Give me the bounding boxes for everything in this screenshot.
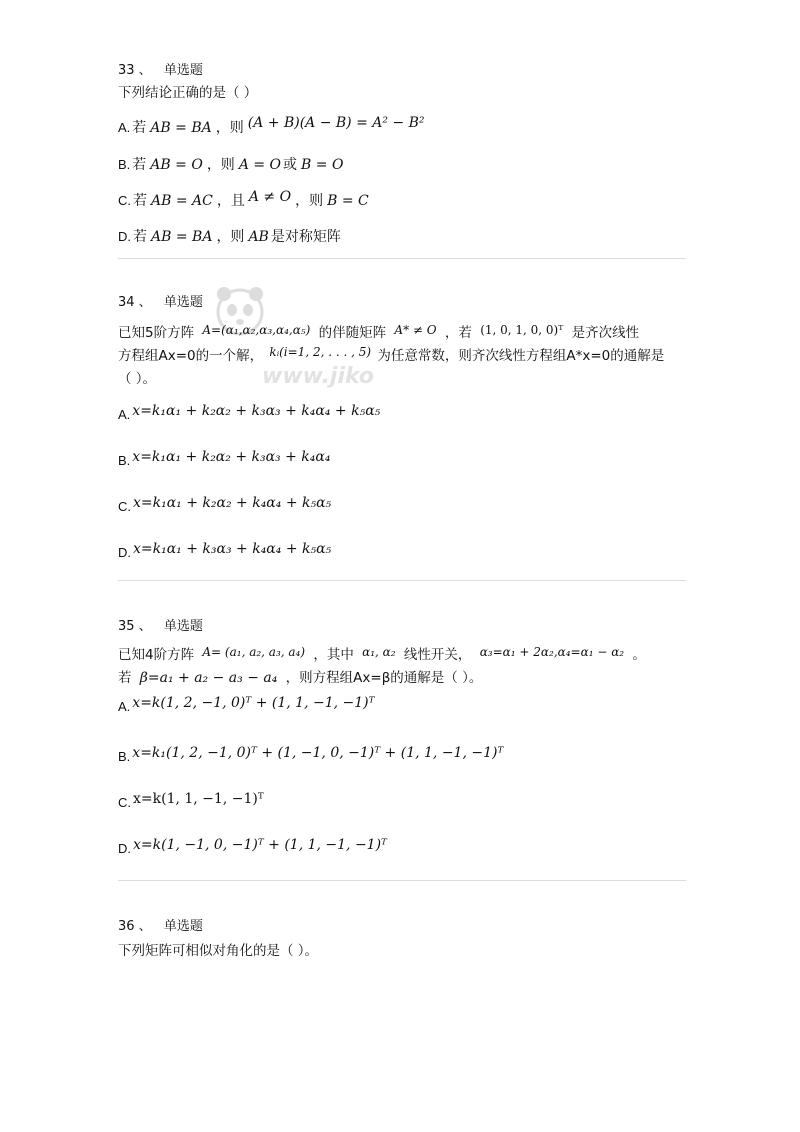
option-text: ，则 [215, 120, 244, 136]
question-stem [118, 644, 686, 667]
option-math: x=k₁α₁ + k₂α₂ + k₃α₃ + k₄α₄ + k₅α₅ [132, 403, 381, 419]
stem-text: ，若 [444, 325, 472, 341]
question-type: 单选题 [163, 295, 203, 310]
question-number: 35 、 [118, 619, 152, 634]
option-label: A. [118, 120, 131, 135]
option-math: AB = BA [151, 229, 213, 245]
option-math: AB = O [150, 157, 203, 173]
option-text: ，则 [206, 157, 235, 173]
option-label: D. [118, 841, 131, 856]
question-stem: 下列矩阵可相似对角化的是（ ）。 [118, 943, 319, 959]
question-stem-line-2 [118, 667, 686, 690]
option-d[interactable] [118, 828, 686, 874]
question-36 [118, 916, 686, 963]
question-header [118, 292, 686, 314]
question-type: 单选题 [163, 919, 203, 934]
stem-text: 若 [118, 670, 132, 686]
option-math: AB = BA [150, 120, 212, 136]
option-text: 若 [133, 229, 147, 245]
stem-text: 方程组Ax=0的一个解， [118, 348, 264, 364]
option-math: x=k(1, −1, 0, −1)ᵀ + (1, 1, −1, −1)ᵀ [133, 837, 387, 853]
question-header [118, 616, 686, 638]
option-text: ，则 [216, 229, 245, 245]
stem-math: β=a₁ + a₂ − a₃ − a₄ [139, 670, 278, 686]
option-math: x=k(1, 2, −1, 0)ᵀ + (1, 1, −1, −1)ᵀ [132, 695, 375, 711]
option-math: B = O [301, 157, 344, 173]
question-34 [118, 292, 686, 581]
option-d[interactable] [118, 219, 686, 255]
divider [118, 880, 686, 881]
option-math: x=k₁α₁ + k₂α₂ + k₃α₃ + k₄α₄ [132, 449, 331, 465]
stem-math: A* ≠ O [394, 323, 437, 337]
option-label: A. [118, 407, 131, 422]
option-label: C. [118, 499, 131, 514]
option-d[interactable] [118, 535, 686, 581]
stem-text: 已知5阶方阵 [118, 325, 195, 341]
stem-text: ，其中 [313, 647, 354, 663]
option-b[interactable] [118, 147, 686, 183]
option-math: x=k(1, 1, −1, −1)ᵀ [133, 791, 264, 807]
question-number: 34 、 [118, 295, 152, 310]
divider [118, 580, 686, 581]
option-text: ，且 [216, 193, 245, 209]
stem-math: A=(α₁,α₂,α₃,α₄,α₅) [202, 323, 311, 337]
option-label: B. [118, 157, 131, 172]
question-type: 单选题 [163, 63, 203, 78]
watermark-text: www.jiko [262, 364, 374, 389]
option-label: D. [118, 545, 131, 560]
option-label: A. [118, 699, 131, 714]
option-label: C. [118, 193, 131, 208]
stem-math: kᵢ(i=1, 2, . . . , 5) [269, 345, 372, 359]
question-stem: 下列结论正确的是（ ） [118, 85, 258, 101]
stem-math: α₃=α₁ + 2α₂,α₄=α₁ − α₂ [479, 645, 625, 659]
option-text: 若 [132, 120, 147, 136]
question-33 [118, 60, 686, 255]
option-b[interactable] [118, 443, 686, 489]
option-c[interactable] [118, 489, 686, 535]
option-math: x=k₁(1, 2, −1, 0)ᵀ + (1, −1, 0, −1)ᵀ + (1, 1, −1, −1)ᵀ [132, 745, 504, 761]
option-math: A = O [238, 157, 282, 173]
stem-text: 的伴随矩阵 [318, 325, 387, 341]
question-stem-line-2 [118, 345, 686, 368]
option-math: AB [248, 229, 269, 245]
option-label: B. [118, 749, 131, 764]
stem-text: 。 [632, 647, 646, 663]
option-text: 若 [133, 193, 147, 209]
stem-math: (1, 0, 1, 0, 0)ᵀ [480, 323, 564, 337]
stem-math: A= (a₁, a₂, a₃, a₄) [202, 645, 306, 659]
option-text: 或 [283, 157, 298, 173]
option-math: B = C [327, 193, 369, 209]
question-type: 单选题 [163, 619, 203, 634]
question-number: 33 、 [118, 63, 152, 78]
question-header [118, 60, 686, 82]
option-b[interactable] [118, 736, 686, 782]
option-c[interactable] [118, 782, 686, 828]
stem-text: ，则方程组Ax=β的通解是（ ）。 [285, 670, 483, 686]
option-a[interactable] [118, 397, 686, 443]
question-stem [118, 322, 686, 345]
option-text: ，则 [295, 193, 324, 209]
question-header [118, 916, 686, 938]
option-text: 若 [132, 157, 147, 173]
option-math: A ≠ O [248, 189, 292, 205]
option-math: (A + B)(A − B) = A² − B² [247, 115, 425, 131]
question-stem-line-3: （ ）。 [118, 371, 157, 387]
option-c[interactable] [118, 183, 686, 219]
stem-text: 是齐次线性 [571, 325, 640, 341]
option-label: D. [118, 229, 131, 244]
option-math: x=k₁α₁ + k₂α₂ + k₄α₄ + k₅α₅ [133, 495, 332, 511]
stem-text: 为任意常数，则齐次线性方程组A*x=0的通解是 [377, 348, 665, 364]
stem-text: 线性开关， [403, 647, 472, 663]
stem-math: α₁, α₂ [362, 645, 396, 659]
divider [118, 258, 686, 259]
question-number: 36 、 [118, 919, 152, 934]
question-35 [118, 616, 686, 874]
option-label: B. [118, 453, 131, 468]
option-math: x=k₁α₁ + k₃α₃ + k₄α₄ + k₅α₅ [133, 541, 332, 557]
stem-text: 已知4阶方阵 [118, 647, 195, 663]
option-a[interactable] [118, 690, 686, 736]
option-label: C. [118, 795, 131, 810]
option-text: 是对称矩阵 [270, 229, 341, 245]
option-a[interactable] [118, 111, 686, 147]
option-math: AB = AC [151, 193, 213, 209]
